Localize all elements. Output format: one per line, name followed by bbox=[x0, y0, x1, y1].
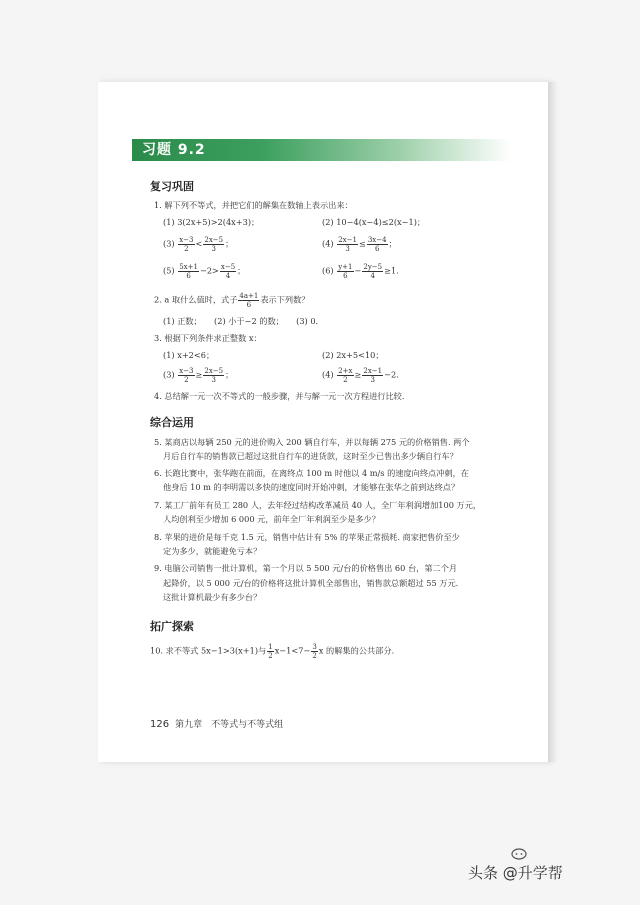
denominator: 2 bbox=[268, 652, 273, 660]
denominator: 3 bbox=[211, 376, 216, 384]
fraction bbox=[337, 263, 353, 280]
question-8-line-1: 8. 苹果的进价是每千克 1.5 元，销售中估计有 5% 的苹果正常损耗. 商家把售价至少 bbox=[154, 532, 460, 542]
punctuation: ； bbox=[388, 238, 397, 249]
numerator: y+1 bbox=[338, 263, 353, 271]
chapter-title: 第九章 不等式与不等式组 bbox=[175, 720, 284, 730]
page-number: 126 bbox=[150, 719, 170, 730]
denominator: 2 bbox=[343, 376, 348, 384]
q1-part-5 bbox=[163, 263, 245, 280]
punctuation: ； bbox=[225, 238, 234, 249]
punctuation: ； bbox=[237, 265, 246, 276]
q1-part-4 bbox=[322, 236, 397, 253]
numerator: 5x+1 bbox=[179, 263, 198, 271]
punctuation: ≥1. bbox=[384, 265, 399, 276]
fraction bbox=[178, 367, 194, 384]
q2-options: (1) 正数； (2) 小于−2 的数； (3) 0. bbox=[163, 316, 319, 326]
label: (4) bbox=[322, 369, 334, 380]
q3-part-2: (2) 2x+5<10； bbox=[322, 350, 384, 360]
question-3: 3. 根据下列条件求正整数 x： bbox=[154, 333, 262, 343]
question-8-line-2: 定为多少，就能避免亏本？ bbox=[163, 546, 262, 556]
operator: ≥ bbox=[354, 369, 362, 380]
numerator: 2y−5 bbox=[363, 263, 383, 271]
fraction bbox=[220, 263, 236, 280]
denominator: 6 bbox=[246, 301, 252, 309]
numerator: 4a+1 bbox=[239, 292, 259, 300]
numerator: x−3 bbox=[179, 236, 194, 244]
question-9-line-1: 9. 电脑公司销售一批计算机，第一个月以 5 500 元/台的价格售出 60 台，第二个月 bbox=[154, 563, 458, 573]
denominator: 2 bbox=[184, 245, 189, 253]
question-7-line-2: 人均创利至少增加 6 000 元，前年全厂年利润至少是多少？ bbox=[163, 514, 380, 524]
q1-part-6 bbox=[322, 263, 399, 280]
operator: ≤ bbox=[358, 238, 366, 249]
label: (6) bbox=[322, 265, 334, 276]
fraction bbox=[178, 236, 194, 253]
denominator: 3 bbox=[345, 245, 350, 253]
denominator: 4 bbox=[225, 272, 231, 280]
q10-text-b: x−1<7− bbox=[274, 645, 311, 656]
fraction bbox=[337, 236, 358, 253]
operator: − bbox=[354, 265, 362, 276]
question-1: 1. 解下列不等式，并把它们的解集在数轴上表示出来： bbox=[154, 200, 353, 210]
operator: ≥ bbox=[195, 369, 203, 380]
q3-part-3 bbox=[163, 367, 233, 384]
denominator: 2 bbox=[312, 652, 317, 660]
numerator: 3x−4 bbox=[367, 236, 387, 244]
punctuation: −2. bbox=[384, 369, 399, 380]
numerator: 2+x bbox=[338, 367, 353, 375]
operator: −2> bbox=[199, 265, 219, 276]
question-9-line-2: 起降价，以 5 000 元/台的价格将这批计算机全部售出，销售款总额超过 55 万元. bbox=[163, 578, 459, 588]
punctuation: ； bbox=[225, 369, 234, 380]
numerator: x−3 bbox=[179, 367, 194, 375]
operator: < bbox=[195, 238, 203, 249]
q1-part-2: (2) 10−4(x−4)≤2(x−1)； bbox=[322, 217, 426, 227]
numerator: 2x−5 bbox=[204, 236, 224, 244]
q3-part-4 bbox=[322, 367, 399, 384]
question-10 bbox=[150, 643, 394, 660]
q10-text-c: x 的解集的公共部分. bbox=[318, 645, 395, 656]
fraction bbox=[238, 292, 259, 309]
numerator: 2x−1 bbox=[338, 236, 357, 244]
section-application: 综合运用 bbox=[150, 416, 194, 429]
fraction bbox=[362, 263, 383, 280]
question-2 bbox=[154, 292, 310, 309]
denominator: 6 bbox=[186, 272, 191, 280]
denominator: 6 bbox=[374, 245, 380, 253]
q1-part-3 bbox=[163, 236, 233, 253]
label: (5) bbox=[163, 265, 175, 276]
denominator: 3 bbox=[211, 245, 216, 253]
chat-bubble-icon bbox=[510, 848, 528, 862]
q1-part-1: (1) 3(2x+5)>2(4x+3)； bbox=[163, 217, 260, 227]
q2-text-a: 2. a 取什么值时，式子 bbox=[154, 294, 238, 305]
fraction bbox=[367, 236, 388, 253]
fraction bbox=[362, 367, 383, 384]
label: (3) bbox=[163, 238, 175, 249]
question-5-line-1: 5. 某商店以每辆 250 元的进价购入 200 辆自行车，并以每辆 275 元的价格销售. 两个 bbox=[154, 437, 470, 447]
watermark: 头条 @升学帮 bbox=[468, 864, 563, 882]
fraction bbox=[203, 236, 224, 253]
page-footer bbox=[150, 717, 283, 730]
fraction bbox=[337, 367, 353, 384]
page-edge-shadow bbox=[548, 82, 558, 762]
q2-text-b: 表示下列数？ bbox=[260, 294, 310, 305]
numerator: 1 bbox=[268, 643, 273, 651]
numerator: 3 bbox=[312, 643, 317, 651]
label: (3) bbox=[163, 369, 175, 380]
fraction bbox=[178, 263, 199, 280]
question-4: 4. 总结解一元一次不等式的一般步骤，并与解一元一次方程进行比较. bbox=[154, 391, 405, 401]
numerator: 2x−5 bbox=[204, 367, 224, 375]
question-7-line-1: 7. 某工厂前年有员工 280 人，去年经过结构改革减员 40 人，全厂年利润增加100 万元， bbox=[154, 500, 482, 510]
q3-part-1: (1) x+2<6； bbox=[163, 350, 215, 360]
fraction bbox=[311, 643, 317, 660]
numerator: 2x−1 bbox=[363, 367, 383, 375]
denominator: 3 bbox=[370, 376, 375, 384]
question-9-line-3: 这批计算机最少有多少台？ bbox=[163, 592, 262, 602]
denominator: 2 bbox=[184, 376, 189, 384]
question-6-line-1: 6. 长跑比赛中，张华跑在前面，在离终点 100 m 时他以 4 m/s 的速度向终点冲刺，在 bbox=[154, 468, 469, 478]
fraction bbox=[203, 367, 224, 384]
fraction bbox=[267, 643, 273, 660]
denominator: 6 bbox=[343, 272, 348, 280]
section-review: 复习巩固 bbox=[150, 180, 194, 193]
question-5-line-2: 月后自行车的销售款已超过这批自行车的进货款，这时至少已售出多少辆自行车？ bbox=[163, 451, 458, 461]
section-extension: 拓广探索 bbox=[150, 620, 194, 633]
exercise-title: 习题 9.2 bbox=[142, 142, 206, 158]
q10-text-a: 10. 求不等式 5x−1>3(x+1)与 bbox=[150, 645, 267, 656]
denominator: 4 bbox=[370, 272, 375, 280]
numerator: x−5 bbox=[220, 263, 236, 271]
question-6-line-2: 他身后 10 m 的李明需以多快的速度同时开始冲刺，才能够在张华之前到达终点？ bbox=[163, 482, 460, 492]
label: (4) bbox=[322, 238, 334, 249]
